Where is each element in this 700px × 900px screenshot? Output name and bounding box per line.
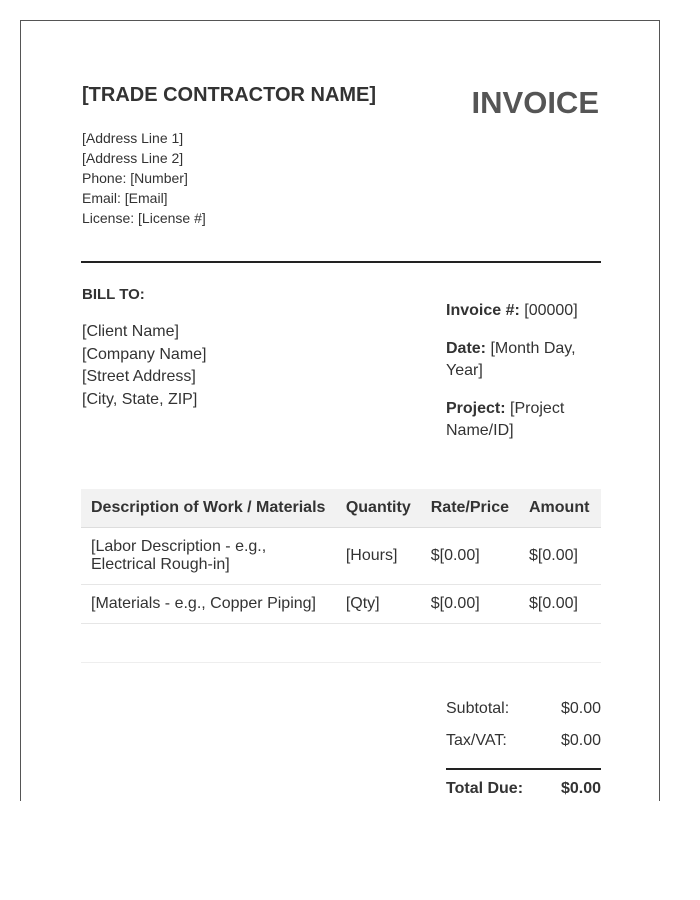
header-rate: Rate/Price — [421, 489, 519, 528]
company-address-line-1: [Address Line 1] — [82, 130, 184, 146]
company-name: [TRADE CONTRACTOR NAME] — [82, 84, 377, 106]
invoice-project — [446, 398, 596, 443]
total-due-value: $0.00 — [560, 780, 601, 797]
invoice-page — [20, 20, 660, 801]
bill-to-city-state-zip: [City, State, ZIP] — [82, 390, 198, 408]
invoice-number — [446, 300, 596, 323]
company-address-line-2: [Address Line 2] — [82, 150, 184, 166]
row-rate: $[0.00] — [421, 585, 519, 624]
table-row — [81, 528, 601, 585]
header-description: Description of Work / Materials — [81, 489, 336, 528]
bill-to-heading: BILL TO: — [82, 286, 145, 303]
bill-to-client-name: [Client Name] — [82, 323, 179, 340]
row-quantity: [Qty] — [336, 585, 421, 624]
row-amount: $[0.00] — [519, 585, 601, 624]
table-row — [81, 585, 601, 624]
invoice-meta — [446, 300, 596, 458]
invoice-date-value: [Month Day, Year] — [446, 339, 576, 379]
empty-cell — [421, 624, 519, 663]
invoice-project-label: Project: — [446, 399, 506, 417]
table-row-empty — [81, 624, 601, 663]
totals-block — [446, 698, 601, 810]
total-due-row — [446, 778, 601, 810]
tax-value: $0.00 — [560, 732, 601, 749]
invoice-date-label: Date: — [446, 339, 487, 357]
company-email: Email: [Email] — [82, 190, 168, 206]
line-items-table — [81, 489, 601, 663]
empty-cell — [81, 624, 336, 663]
row-quantity: [Hours] — [336, 528, 421, 585]
subtotal-row — [446, 698, 601, 730]
table-header-row — [81, 489, 601, 528]
bill-to-company-name: [Company Name] — [82, 345, 207, 363]
company-phone: Phone: [Number] — [82, 170, 188, 186]
row-rate: $[0.00] — [421, 528, 519, 585]
invoice-number-value: [00000] — [524, 302, 578, 319]
tax-row — [446, 730, 601, 762]
subtotal-value: $0.00 — [560, 700, 601, 717]
document-title: INVOICE — [471, 85, 599, 120]
company-info — [82, 128, 206, 228]
tax-label: Tax/VAT: — [446, 732, 507, 749]
invoice-number-label: Invoice #: — [446, 302, 520, 319]
total-due-label: Total Due: — [446, 780, 524, 797]
empty-cell — [519, 624, 601, 663]
subtotal-label: Subtotal: — [446, 700, 510, 717]
empty-cell — [336, 624, 421, 663]
invoice-date — [446, 338, 596, 383]
totals-divider — [446, 768, 601, 770]
row-amount: $[0.00] — [519, 528, 601, 585]
invoice-project-value: [Project Name/ID] — [446, 399, 565, 439]
row-description: [Materials - e.g., Copper Piping] — [81, 585, 336, 624]
company-license: License: [License #] — [82, 210, 206, 226]
row-description: [Labor Description - e.g., Electrical Rough-in] — [81, 528, 336, 585]
header-amount: Amount — [519, 489, 601, 528]
header-divider — [81, 261, 601, 263]
bill-to-details — [82, 321, 207, 411]
header-quantity: Quantity — [336, 489, 421, 528]
bill-to-street-address: [Street Address] — [82, 368, 196, 385]
